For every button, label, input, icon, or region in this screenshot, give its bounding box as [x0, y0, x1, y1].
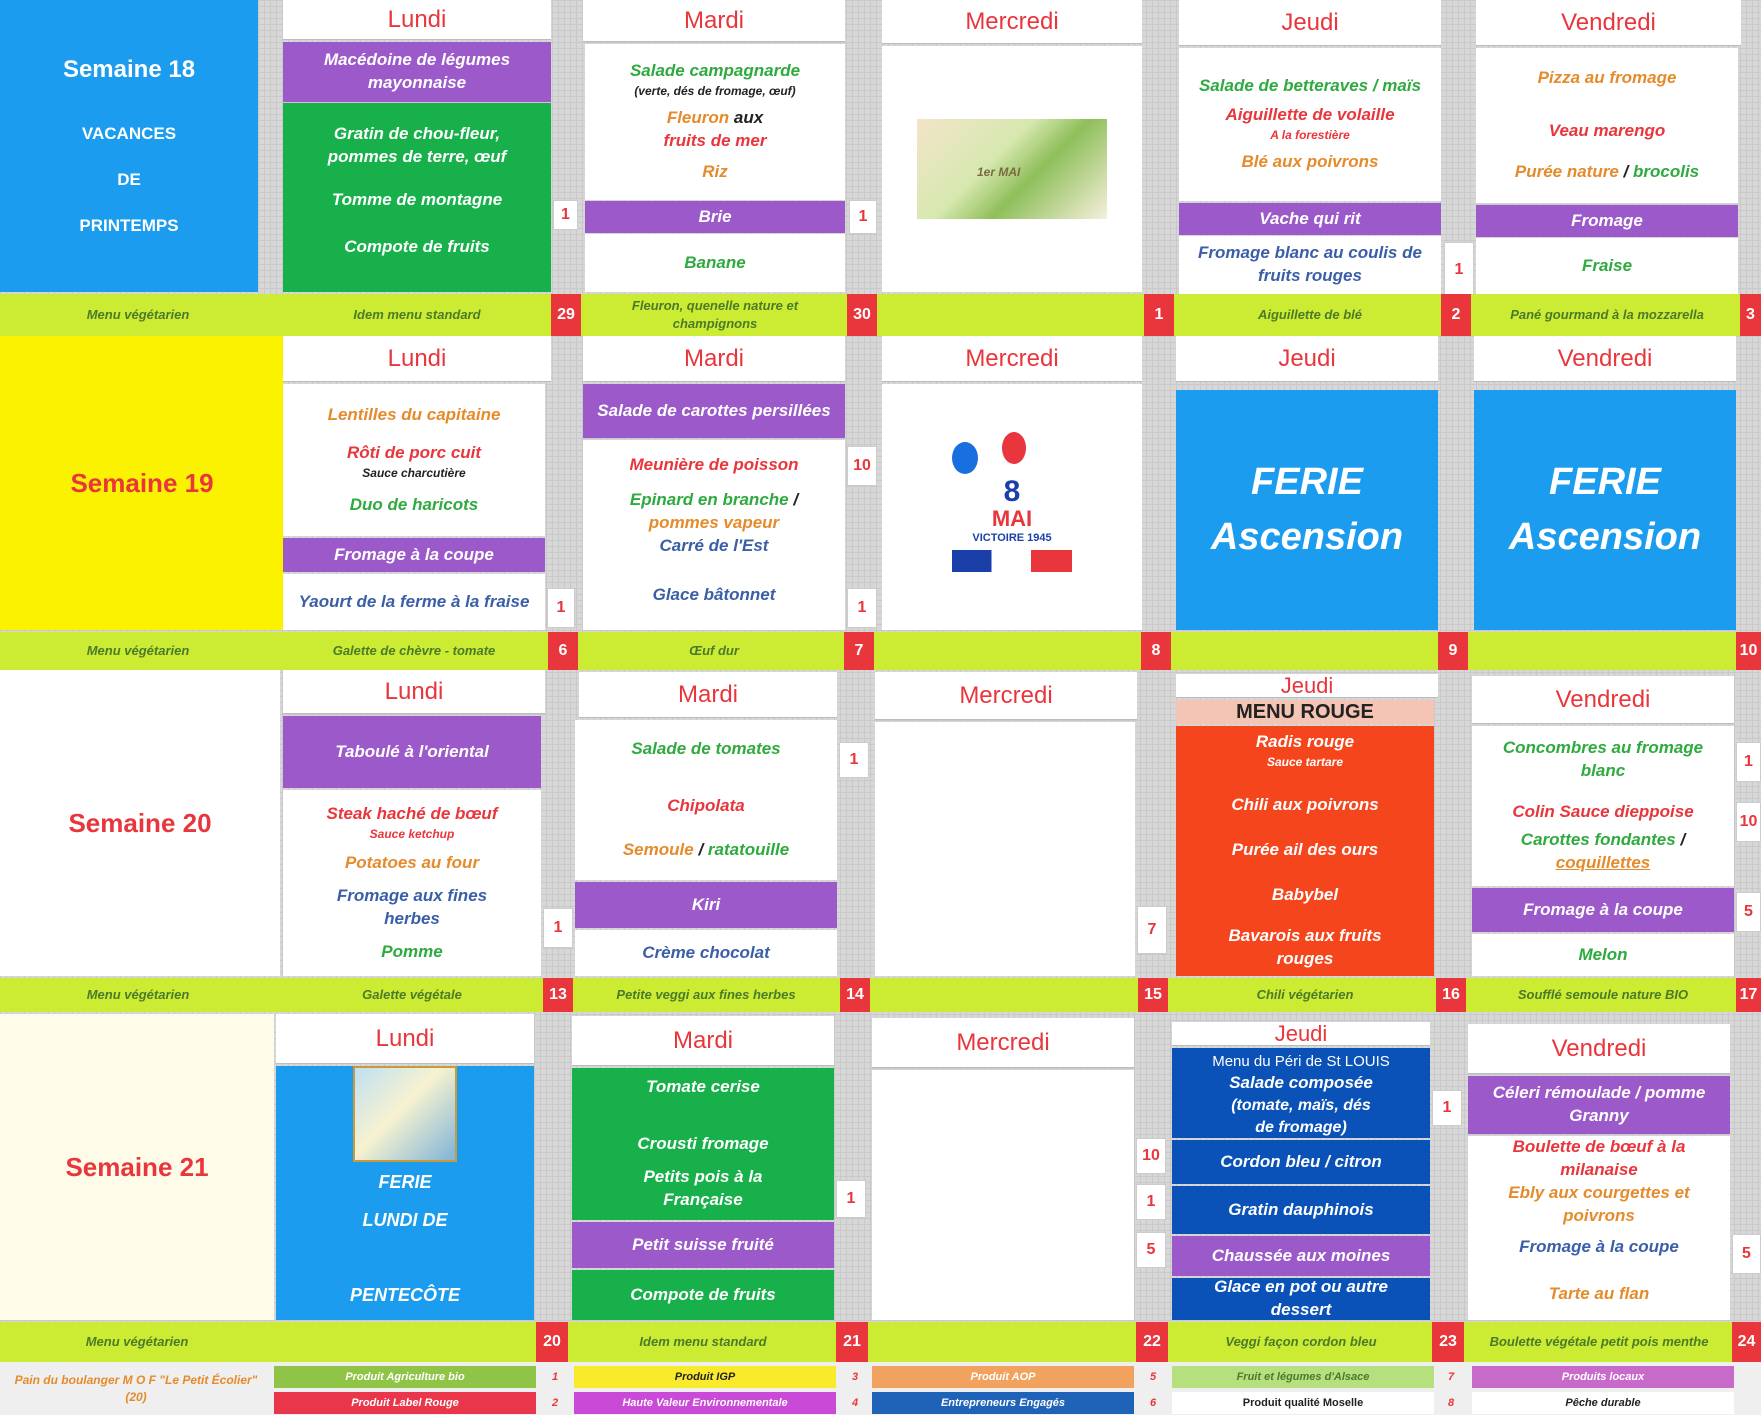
- week20-panel: [0, 670, 280, 976]
- victory-day-graphic: [942, 432, 1082, 582]
- week19-title: Semaine 19: [70, 467, 214, 498]
- date-number: 29: [551, 294, 581, 336]
- menu-item: Vache qui rit: [1179, 203, 1441, 235]
- legend-item: Haute Valeur Environnementale: [574, 1392, 836, 1414]
- day-header-fri: Vendredi: [1476, 0, 1741, 46]
- week20-title: Semaine 20: [68, 807, 212, 838]
- menu-item: brocolis: [1633, 161, 1700, 181]
- date-number: 6: [548, 632, 578, 670]
- menu-word: /: [698, 840, 704, 860]
- menu-note: (tomate, maïs, dés de fromage): [1231, 1097, 1371, 1136]
- legend-item: Produit Label Rouge: [274, 1392, 536, 1414]
- veg-item: Galette végétale: [283, 978, 541, 1012]
- spacer: [536, 1168, 538, 1170]
- portion-number: 1: [553, 200, 578, 230]
- holiday-panel: [276, 1066, 534, 1320]
- veg-item: Boulette végétale petit pois menthe: [1468, 1322, 1730, 1362]
- date-number: 15: [1138, 978, 1168, 1012]
- portion-number: 1: [547, 588, 575, 628]
- menu-item: Compote de fruits: [572, 1270, 834, 1320]
- menu-item: Céleri rémoulade / pomme Granny: [1468, 1076, 1730, 1134]
- legend-number: 7: [1447, 1371, 1455, 1383]
- week21-title: Semaine 21: [65, 1151, 209, 1182]
- date-number: 8: [1141, 632, 1171, 670]
- week21-panel: [0, 1014, 274, 1320]
- menu-item: Brie: [585, 201, 845, 233]
- flag-icon: [952, 550, 1072, 572]
- holiday-line: PRINTEMPS: [79, 216, 179, 235]
- day-header-tue: Mardi: [579, 672, 837, 718]
- date-number: 14: [840, 978, 870, 1012]
- victory-day-panel: [882, 384, 1142, 630]
- menu-item: Bavarois aux fruits rouges: [1228, 926, 1382, 968]
- holiday-line: FERIE: [378, 1172, 432, 1192]
- legend-number: 5: [1149, 1371, 1157, 1383]
- menu-block-green: [283, 103, 551, 292]
- date-number: 22: [1136, 1322, 1168, 1362]
- menu-item: Fromage à la coupe: [283, 538, 545, 572]
- day-header-wed: Mercredi: [872, 1018, 1134, 1068]
- holiday-panel: [1176, 390, 1438, 630]
- menu-item: Chili aux poivrons: [1231, 795, 1379, 815]
- menu-item: Gratin dauphinois: [1172, 1186, 1430, 1234]
- menu-block-red: [1176, 726, 1434, 976]
- holiday-line: PENTECÔTE: [349, 1284, 460, 1305]
- menu-item: Babybel: [1271, 885, 1339, 905]
- veg-item: Idem menu standard: [283, 294, 551, 336]
- day-header-fri: Vendredi: [1474, 336, 1736, 382]
- menu-item: Glace bâtonnet: [652, 584, 776, 604]
- pentecost-image: [353, 1066, 457, 1162]
- week19-panel: [0, 336, 284, 630]
- menu-note: (verte, dés de fromage, œuf): [634, 83, 796, 98]
- menu-item: Steak haché de bœuf: [326, 803, 498, 823]
- date-number: 9: [1438, 632, 1468, 670]
- balloon-icon: [1002, 432, 1026, 464]
- day-header-mon: Lundi: [283, 670, 545, 714]
- date-number: 2: [1441, 294, 1471, 336]
- legend-item: Produit AOP: [872, 1366, 1134, 1388]
- day-header-fri: Vendredi: [1468, 1024, 1730, 1074]
- holiday-line: VACANCES: [81, 124, 177, 143]
- menu-item: Fromage aux fines herbes: [336, 885, 488, 928]
- menu-item: Fromage blanc au coulis de fruits rouges: [1179, 236, 1441, 294]
- menu-item: Boulette de bœuf à la milanaise: [1512, 1137, 1686, 1179]
- portion-number: 1: [543, 908, 573, 948]
- veg-item: Pané gourmand à la mozzarella: [1476, 294, 1738, 336]
- date-number: 10: [1736, 632, 1761, 670]
- menu-item: Taboulé à l'oriental: [283, 716, 541, 788]
- day-header-tue: Mardi: [583, 0, 845, 42]
- day-header-mon: Lundi: [283, 0, 551, 40]
- portion-number: 1: [849, 200, 877, 234]
- veg-label: Menu végétarien: [0, 294, 276, 336]
- date-number: 20: [536, 1322, 568, 1362]
- menu-item: Fromage à la coupe: [1519, 1236, 1679, 1256]
- day-header-thu: Jeudi: [1176, 336, 1438, 382]
- menu-item: Petit suisse fruité: [572, 1222, 834, 1268]
- menu-item: Chipolata: [667, 795, 745, 815]
- veg-item: Galette de chèvre - tomate: [283, 632, 545, 670]
- menu-item: Salade de carottes persillées: [583, 384, 845, 438]
- menu-item: Fraise: [1476, 238, 1738, 294]
- legend-number: 3: [851, 1371, 859, 1383]
- menu-item: Radis rouge: [1255, 732, 1355, 752]
- holiday-name: Ascension: [1508, 516, 1702, 558]
- menu-block-green: [572, 1068, 834, 1220]
- menu-block: [1476, 48, 1738, 203]
- bread-note: Pain du boulanger M O F "Le Petit Écolier" (20): [14, 1372, 258, 1404]
- day-header-wed: Mercredi: [882, 336, 1142, 382]
- legend-item: Produit IGP: [574, 1366, 836, 1388]
- menu-item: Salade composée: [1229, 1073, 1373, 1093]
- menu-item: fruits de mer: [663, 131, 767, 151]
- portion-number: 1: [836, 1180, 866, 1218]
- date-number: 23: [1432, 1322, 1464, 1362]
- menu-block: [283, 384, 545, 536]
- legend-number: 1: [551, 1371, 559, 1383]
- legend-number: 6: [1149, 1397, 1157, 1409]
- veg-label: Menu végétarien: [0, 978, 276, 1012]
- holiday-panel: [1474, 390, 1736, 630]
- day-header-tue: Mardi: [572, 1016, 834, 1066]
- menu-item: Fromage à la coupe: [1472, 888, 1734, 932]
- menu-item: Pizza au fromage: [1537, 68, 1677, 88]
- menu-note: Sauce ketchup: [369, 826, 455, 841]
- day-header-wed: Mercredi: [882, 0, 1142, 44]
- portion-number: 7: [1137, 906, 1167, 954]
- menu-item: Concombres au fromage blanc: [1502, 737, 1704, 780]
- menu-item: Carottes fondantes: [1520, 830, 1676, 850]
- date-number: 7: [844, 632, 874, 670]
- menu-item: Cordon bleu / citron: [1172, 1140, 1430, 1184]
- menu-item: Tarte au flan: [1548, 1283, 1650, 1303]
- menu-item: Carré de l'Est: [659, 535, 769, 555]
- menu-note: Sauce tartare: [1266, 755, 1344, 770]
- legend-item: Pêche durable: [1472, 1392, 1734, 1414]
- portion-number: 1: [1432, 1090, 1462, 1126]
- date-number: 13: [543, 978, 573, 1012]
- image-caption: 1er MAI: [977, 165, 1021, 179]
- menu-item: Fromage: [1476, 205, 1738, 237]
- veg-item: Petite veggi aux fines herbes: [575, 978, 837, 1012]
- day-header-wed: Mercredi: [875, 672, 1137, 720]
- legend-number: 8: [1447, 1397, 1455, 1409]
- menu-note: Sauce charcutière: [362, 466, 466, 481]
- legend-number: 2: [551, 1397, 559, 1409]
- menu-item: Salade de tomates: [631, 738, 781, 758]
- menu-block: [583, 440, 845, 630]
- holiday-title: FERIE: [1549, 460, 1661, 503]
- day-header-thu: Jeudi: [1176, 674, 1438, 698]
- menu-item: Blé aux poivrons: [1241, 152, 1379, 172]
- day-header-thu: Jeudi: [1179, 0, 1441, 46]
- portion-number: 5: [1732, 1234, 1761, 1274]
- menu-item: Crème chocolat: [575, 930, 837, 976]
- date-day: 8: [1003, 475, 1021, 508]
- menu-item: Banane: [585, 234, 845, 292]
- menu-item: Duo de haricots: [349, 494, 479, 514]
- legend-item: Entrepreneurs Engagés: [872, 1392, 1134, 1414]
- legend-item: Produit qualité Moselle: [1172, 1392, 1434, 1414]
- menu-item: Purée nature: [1514, 161, 1619, 181]
- menu-item: Potatoes au four: [344, 852, 480, 872]
- date-number: 30: [847, 294, 877, 336]
- menu-block: [1468, 1136, 1730, 1320]
- caption: VICTOIRE 1945: [972, 532, 1052, 545]
- date-number: 1: [1144, 294, 1174, 336]
- veg-item: Chili végétarien: [1176, 978, 1434, 1012]
- theme-banner: MENU ROUGE: [1176, 700, 1434, 724]
- menu-item: Crousti fromage: [637, 1134, 769, 1154]
- veg-label: Menu végétarien: [0, 632, 276, 670]
- menu-item: Pomme: [381, 941, 443, 961]
- veg-item: Soufflé semoule nature BIO: [1472, 978, 1734, 1012]
- menu-item: Lentilles du capitaine: [327, 404, 501, 424]
- date-number: 17: [1736, 978, 1761, 1012]
- menu-item: Salade campagnarde: [629, 61, 801, 81]
- portion-number: 1: [847, 588, 877, 628]
- menu-block: [585, 44, 845, 200]
- menu-block: [575, 720, 837, 880]
- day-header-mon: Lundi: [283, 336, 551, 382]
- portion-number: 10: [1736, 802, 1761, 842]
- veg-item: Fleuron, quenelle nature et champignons: [585, 294, 845, 336]
- portion-number: 5: [1736, 892, 1761, 932]
- menu-item: Tomme de montagne: [331, 189, 503, 209]
- menu-item: Compote de fruits: [344, 236, 490, 256]
- date-month: MAI: [991, 506, 1033, 531]
- balloon-icon: [952, 442, 978, 474]
- day-header-mon: Lundi: [276, 1014, 534, 1064]
- menu-item: Rôti de porc cuit: [346, 443, 482, 463]
- menu-item: Kiri: [575, 882, 837, 928]
- menu-item: Petits pois à la Française: [643, 1167, 763, 1209]
- menu-item: ratatouille: [707, 840, 790, 860]
- menu-item: Purée ail des ours: [1231, 840, 1379, 860]
- menu-item: Fleuron: [666, 108, 730, 128]
- menu-item: Melon: [1472, 934, 1734, 976]
- portion-number: 1: [1444, 242, 1474, 298]
- legend-item: Produit Agriculture bio: [274, 1366, 536, 1388]
- menu-item: Colin Sauce dieppoise: [1512, 801, 1694, 821]
- menu-item: Epinard en branche: [629, 489, 789, 509]
- holiday-line: DE: [117, 170, 141, 189]
- day-header-tue: Mardi: [583, 336, 845, 382]
- menu-item: Ebly aux courgettes et poivrons: [1508, 1182, 1690, 1225]
- legend-item: Fruit et légumes d'Alsace: [1172, 1366, 1434, 1388]
- menu-block-blue: [1172, 1048, 1430, 1138]
- veg-item: Aiguillette de blé: [1179, 294, 1441, 336]
- menu-item: Macédoine de légumes mayonnaise: [283, 42, 551, 102]
- menu-item: Gratin de chou-fleur, pommes de terre, œuf: [327, 124, 507, 166]
- date-number: 21: [836, 1322, 868, 1362]
- portion-number: 1: [1736, 742, 1761, 782]
- menu-word: aux: [733, 108, 764, 128]
- menu-item: Riz: [702, 162, 728, 182]
- menu-item: pommes vapeur: [648, 512, 780, 532]
- lily-of-the-valley-image: [917, 119, 1107, 219]
- date-number: 16: [1436, 978, 1466, 1012]
- empty-day: [872, 1070, 1134, 1320]
- date-number: 24: [1732, 1322, 1761, 1362]
- holiday-name: Ascension: [1210, 516, 1404, 558]
- holiday-line: LUNDI DE: [362, 1210, 448, 1231]
- menu-block: [1472, 726, 1734, 886]
- portion-number: 10: [1136, 1138, 1166, 1174]
- menu-item: Glace en pot ou autre dessert: [1172, 1278, 1430, 1320]
- week18-panel: [0, 0, 258, 292]
- day-header-fri: Vendredi: [1472, 676, 1734, 724]
- week18-title: Semaine 18: [62, 56, 196, 83]
- menu-item: Salade de betteraves / maïs: [1198, 76, 1422, 95]
- menu-word: /: [1680, 830, 1686, 850]
- holiday-title: FERIE: [1251, 460, 1363, 503]
- menu-item: Yaourt de la ferme à la fraise: [283, 574, 545, 630]
- theme-banner: Menu du Péri de St LOUIS: [1212, 1053, 1390, 1070]
- menu-item: Meunière de poisson: [629, 455, 799, 474]
- legend-item: Produits locaux: [1472, 1366, 1734, 1388]
- veg-item: Veggi façon cordon bleu: [1172, 1322, 1430, 1362]
- date-number: 3: [1740, 294, 1761, 336]
- portion-number: 10: [847, 446, 877, 486]
- day-header-thu: Jeudi: [1172, 1022, 1430, 1046]
- empty-day: [875, 722, 1135, 976]
- portion-number: 5: [1136, 1232, 1166, 1268]
- menu-word: /: [793, 489, 799, 509]
- menu-item: Tomate cerise: [646, 1077, 760, 1097]
- portion-number: 1: [1136, 1184, 1166, 1220]
- menu-item: Semoule: [622, 840, 694, 860]
- veg-item: Œuf dur: [583, 632, 845, 670]
- menu-item: Veau marengo: [1548, 121, 1666, 141]
- wed-image-panel: [882, 46, 1142, 292]
- veg-label: Menu végétarien: [0, 1322, 274, 1362]
- portion-number: 1: [839, 742, 869, 778]
- menu-block: [1179, 48, 1441, 201]
- menu-block: [283, 790, 541, 976]
- legend-number: 4: [851, 1397, 859, 1409]
- menu-item: Chaussée aux moines: [1172, 1236, 1430, 1276]
- menu-note: A la forestière: [1270, 127, 1350, 142]
- veg-item: Idem menu standard: [572, 1322, 834, 1362]
- menu-item: coquillettes: [1555, 853, 1651, 873]
- menu-word: /: [1623, 161, 1629, 181]
- menu-item: Aiguillette de volaille: [1225, 104, 1395, 124]
